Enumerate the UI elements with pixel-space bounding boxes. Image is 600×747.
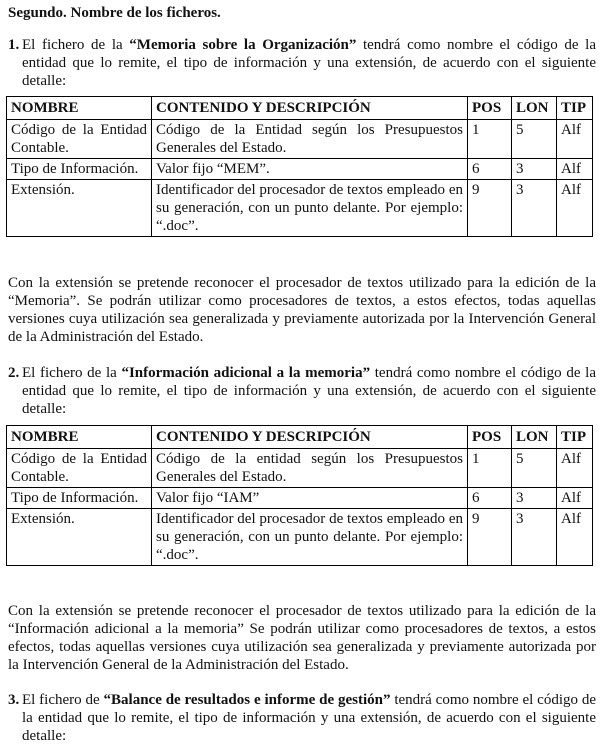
cell-lon: 5 [512, 120, 557, 159]
file-name-bold: “Memoria sobre la Organización” [129, 37, 357, 53]
header-lon: LON [512, 97, 557, 120]
file-name-bold: “Información adicional a la memoria” [121, 365, 371, 381]
cell-contenido: Identificador del procesador de textos empleado en su generación, con un punto delante. Por ejemplo: “.doc”. [152, 509, 468, 566]
header-lon: LON [512, 426, 557, 449]
cell-nombre: Extensión. [7, 180, 152, 237]
header-contenido: CONTENIDO Y DESCRIPCIÓN [152, 426, 468, 449]
item-number: 1. [8, 37, 20, 53]
cell-tip: Alf [557, 449, 593, 488]
cell-tip: Alf [557, 180, 593, 237]
cell-pos: 6 [468, 488, 512, 509]
cell-lon: 3 [512, 159, 557, 180]
item-text: El fichero de la “Información adicional a la memoria” tendrá como nombre el código de la entidad que lo remite, el tipo de información y una extensión, de acuerdo con el siguiente detalle: [22, 365, 596, 417]
cell-tip: Alf [557, 509, 593, 566]
cell-contenido: Código de la entidad según los Presupuestos Generales del Estado. [152, 449, 468, 488]
table-header-row [7, 97, 593, 120]
paragraph-1: Con la extensión se pretende reconocer el procesador de textos utilizado para la edición de la “Memoria”. Se podrán utilizar como procesadores de textos, a estos efectos, todas aquellas versiones cuya utilización sea generalizada y previamente autorizada por la Intervención General de la Administración del Estado. [8, 275, 596, 345]
cell-pos: 1 [468, 449, 512, 488]
cell-pos: 9 [468, 509, 512, 566]
cell-contenido: Código de la Entidad según los Presupuestos Generales del Estado. [152, 120, 468, 159]
file-name-bold: “Balance de resultados e informe de gestión” [103, 692, 391, 708]
cell-nombre: Código de la Entidad Contable. [7, 449, 152, 488]
spec-table-2 [6, 425, 593, 566]
cell-pos: 1 [468, 120, 512, 159]
item-number: 2. [8, 365, 20, 381]
cell-lon: 3 [512, 509, 557, 566]
item-number: 3. [8, 692, 20, 708]
list-item-3 [8, 691, 596, 745]
list-item-1 [8, 36, 596, 90]
cell-nombre: Tipo de Información. [7, 488, 152, 509]
table-row [7, 509, 593, 566]
spec-table-1 [6, 96, 593, 237]
header-nombre: NOMBRE [7, 426, 152, 449]
cell-tip: Alf [557, 120, 593, 159]
cell-contenido: Identificador del procesador de textos empleado en su generación, con un punto delante. Por ejemplo: “.doc”. [152, 180, 468, 237]
paragraph-2: Con la extensión se pretende reconocer el procesador de textos utilizado para la edición de la “Información adicional a la memoria” Se podrán utilizar como procesadores de textos, a estos efectos, todas aquellas versiones cuya utilización sea generalizada y previamente autorizada por la Intervención General de la Administración del Estado. [8, 603, 596, 673]
header-contenido: CONTENIDO Y DESCRIPCIÓN [152, 97, 468, 120]
cell-lon: 3 [512, 180, 557, 237]
cell-nombre: Extensión. [7, 509, 152, 566]
table-row [7, 488, 593, 509]
item-text: El fichero de la “Memoria sobre la Organización” tendrá como nombre el código de la entidad que lo remite, el tipo de información y una extensión, de acuerdo con el siguiente detalle: [22, 37, 596, 89]
cell-contenido: Valor fijo “MEM”. [152, 159, 468, 180]
table-row [7, 159, 593, 180]
table-row [7, 180, 593, 237]
cell-pos: 6 [468, 159, 512, 180]
cell-pos: 9 [468, 180, 512, 237]
header-pos: POS [468, 97, 512, 120]
cell-contenido: Valor fijo “IAM” [152, 488, 468, 509]
cell-lon: 5 [512, 449, 557, 488]
cell-tip: Alf [557, 488, 593, 509]
header-tip: TIP [557, 426, 593, 449]
header-pos: POS [468, 426, 512, 449]
cell-nombre: Código de la Entidad Contable. [7, 120, 152, 159]
header-tip: TIP [557, 97, 593, 120]
header-nombre: NOMBRE [7, 97, 152, 120]
list-item-2 [8, 364, 596, 418]
section-heading: Segundo. Nombre de los ficheros. [8, 5, 221, 21]
cell-lon: 3 [512, 488, 557, 509]
table-row [7, 449, 593, 488]
cell-nombre: Tipo de Información. [7, 159, 152, 180]
cell-tip: Alf [557, 159, 593, 180]
item-text: El fichero de “Balance de resultados e informe de gestión” tendrá como nombre el código de la entidad que lo remite, el tipo de información y una extensión, de acuerdo con el siguiente detalle: [22, 692, 597, 744]
table-row [7, 120, 593, 159]
table-header-row [7, 426, 593, 449]
